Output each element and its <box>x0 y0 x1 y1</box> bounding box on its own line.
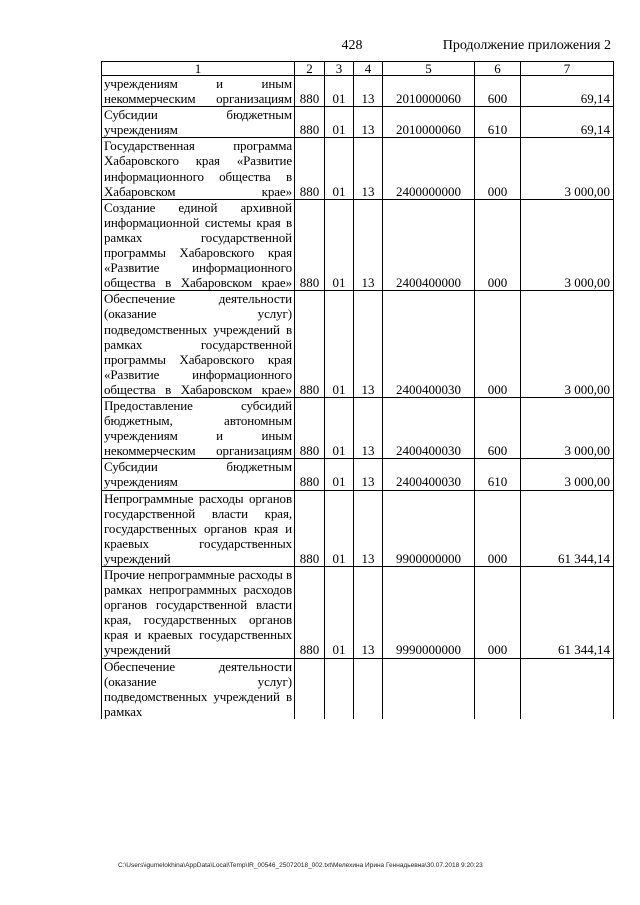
table-row <box>102 138 614 199</box>
target-article-code: 2400400000 <box>383 199 475 291</box>
expense-kind-code: 000 <box>475 490 521 566</box>
section-code: 01 <box>325 567 354 659</box>
expense-kind-code <box>475 658 521 719</box>
section-code: 01 <box>325 138 354 199</box>
document-path-footer: C:\Users\igumelokhina\AppData\Local\Temp\IR_00546_25072018_002.txt\Мелехина Ирина Геннадьевна\30.07.2018 9:20:23 <box>118 862 483 869</box>
amount: 3 000,00 <box>521 459 614 490</box>
column-number: 1 <box>102 62 295 76</box>
section-code: 01 <box>325 199 354 291</box>
ministry-code: 880 <box>295 76 325 107</box>
expense-name: Обеспечение деятельности (оказание услуг) подведомственных учреждений в рамках государственной программы Хабаровского края «Развитие информационного общества в Хабаровском крае» <box>102 291 295 398</box>
subsection-code: 13 <box>354 291 383 398</box>
expense-name: Субсидии бюджетным учреждениям <box>102 459 295 490</box>
ministry-code: 880 <box>295 490 325 566</box>
expense-name: Непрограммные расходы органов государственной власти края, государственных органов края и краевых государственных учреждений <box>102 490 295 566</box>
expense-name: Обеспечение деятельности (оказание услуг) подведомственных учреждений в рамках <box>102 658 295 719</box>
expense-name: Государственная программа Хабаровского края «Развитие информационного общества в Хабаровском крае» <box>102 138 295 199</box>
section-code: 01 <box>325 490 354 566</box>
subsection-code: 13 <box>354 138 383 199</box>
amount: 69,14 <box>521 76 614 107</box>
expense-name: Субсидии бюджетным учреждениям <box>102 107 295 138</box>
ministry-code: 880 <box>295 567 325 659</box>
table-row <box>102 658 614 719</box>
target-article-code <box>383 658 475 719</box>
table-row <box>102 567 614 659</box>
expense-kind-code: 000 <box>475 291 521 398</box>
subsection-code: 13 <box>354 107 383 138</box>
ministry-code: 880 <box>295 459 325 490</box>
table-row <box>102 291 614 398</box>
amount <box>521 658 614 719</box>
target-article-code: 9990000000 <box>383 567 475 659</box>
ministry-code: 880 <box>295 107 325 138</box>
target-article-code: 9900000000 <box>383 490 475 566</box>
amount: 61 344,14 <box>521 567 614 659</box>
amount: 3 000,00 <box>521 291 614 398</box>
amount: 3 000,00 <box>521 199 614 291</box>
section-code: 01 <box>325 107 354 138</box>
subsection-code <box>354 658 383 719</box>
page-number: 428 <box>341 38 363 53</box>
section-code: 01 <box>325 459 354 490</box>
amount: 3 000,00 <box>521 397 614 458</box>
column-number: 5 <box>383 62 475 76</box>
appendix-continuation-label: Продолжение приложения 2 <box>442 38 611 53</box>
subsection-code: 13 <box>354 199 383 291</box>
ministry-code: 880 <box>295 397 325 458</box>
expense-kind-code: 600 <box>475 397 521 458</box>
target-article-code: 2010000060 <box>383 107 475 138</box>
target-article-code: 2400400030 <box>383 459 475 490</box>
amount: 69,14 <box>521 107 614 138</box>
amount: 3 000,00 <box>521 138 614 199</box>
section-code: 01 <box>325 76 354 107</box>
expense-kind-code: 610 <box>475 459 521 490</box>
subsection-code: 13 <box>354 76 383 107</box>
table-row <box>102 199 614 291</box>
ministry-code <box>295 658 325 719</box>
expense-name: Создание единой архивной информационной системы края в рамках государственной программы Хабаровского края «Развитие информационного общества в Хабаровском крае» <box>102 199 295 291</box>
table-row <box>102 490 614 566</box>
expense-kind-code: 000 <box>475 138 521 199</box>
column-number: 6 <box>475 62 521 76</box>
amount: 61 344,14 <box>521 490 614 566</box>
column-number-row <box>102 62 614 76</box>
column-number: 7 <box>521 62 614 76</box>
expense-name: учреждениям и иным некоммерческим организациям <box>102 76 295 107</box>
ministry-code: 880 <box>295 138 325 199</box>
column-number: 4 <box>354 62 383 76</box>
expense-kind-code: 000 <box>475 199 521 291</box>
subsection-code: 13 <box>354 567 383 659</box>
section-code <box>325 658 354 719</box>
subsection-code: 13 <box>354 490 383 566</box>
section-code: 01 <box>325 291 354 398</box>
target-article-code: 2400400030 <box>383 397 475 458</box>
table-row <box>102 459 614 490</box>
expense-kind-code: 600 <box>475 76 521 107</box>
table-row <box>102 397 614 458</box>
column-number: 3 <box>325 62 354 76</box>
target-article-code: 2400400030 <box>383 291 475 398</box>
subsection-code: 13 <box>354 397 383 458</box>
ministry-code: 880 <box>295 291 325 398</box>
expense-kind-code: 610 <box>475 107 521 138</box>
column-number: 2 <box>295 62 325 76</box>
ministry-code: 880 <box>295 199 325 291</box>
subsection-code: 13 <box>354 459 383 490</box>
expense-name: Прочие непрограммные расходы в рамках непрограммных расходов органов государственной власти края, государственных органов края и краевых государственных учреждений <box>102 567 295 659</box>
section-code: 01 <box>325 397 354 458</box>
target-article-code: 2010000060 <box>383 76 475 107</box>
table-row <box>102 76 614 107</box>
target-article-code: 2400000000 <box>383 138 475 199</box>
table-row <box>102 107 614 138</box>
expense-name: Предоставление субсидий бюджетным, автономным учреждениям и иным некоммерческим организациям <box>102 397 295 458</box>
budget-table <box>101 61 614 719</box>
expense-kind-code: 000 <box>475 567 521 659</box>
